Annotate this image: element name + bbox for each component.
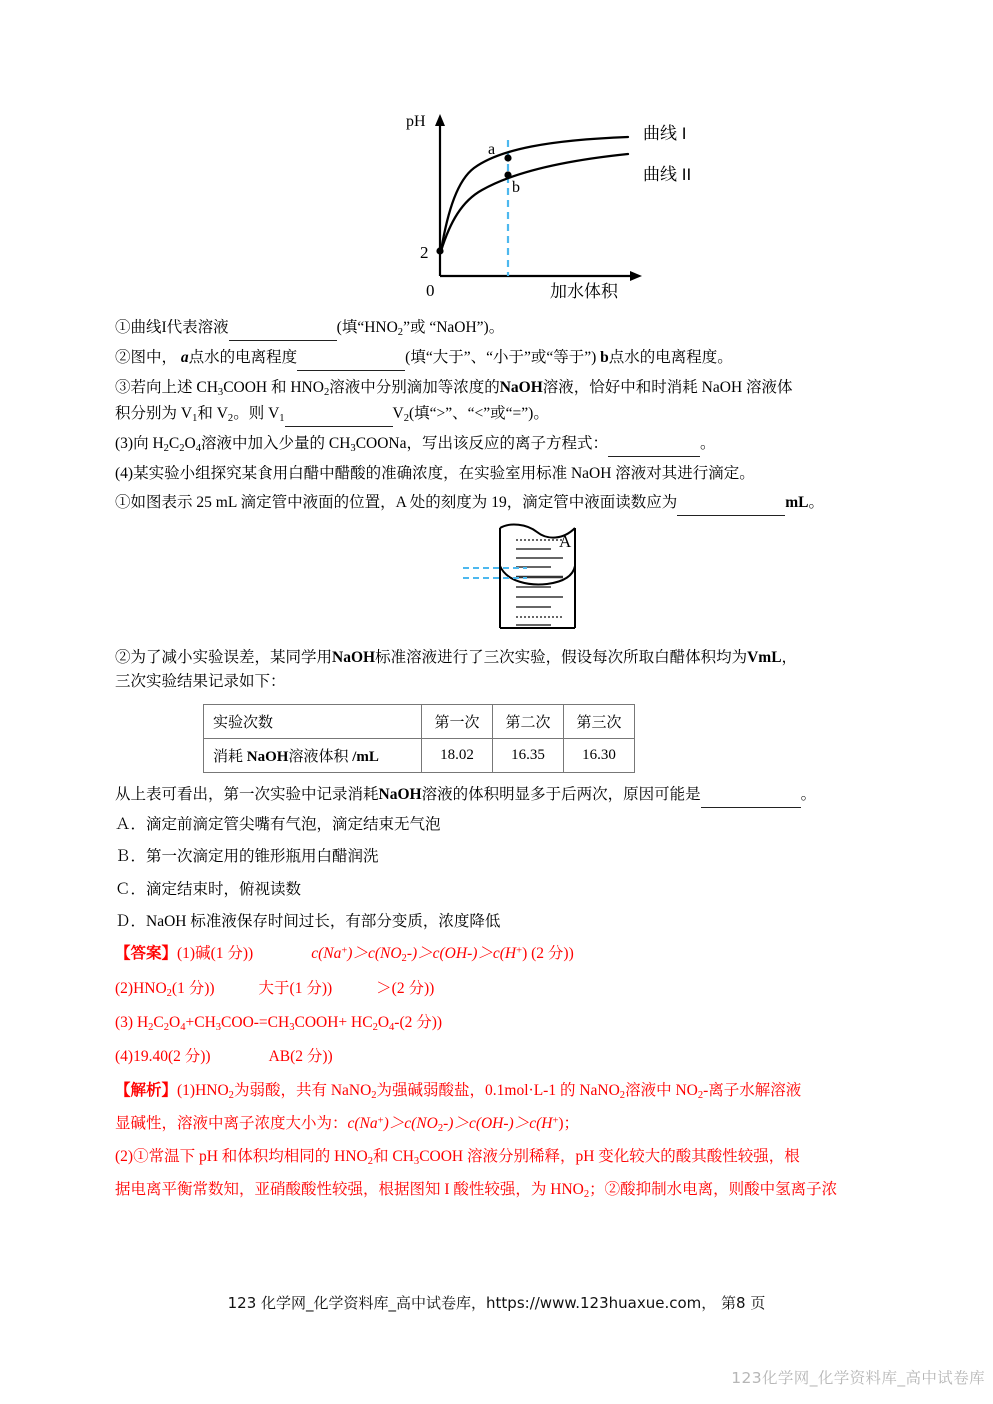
ph-curve-chart <box>400 104 760 309</box>
analysis-3c: COOH 溶液分别稀释，pH 变化较大的酸其酸性较强，根 <box>419 1148 800 1166</box>
after-table-lead <box>115 783 905 808</box>
answer-line-3: (3) $H_2C_2O_4+CH_3COO-=CH_3COOH+ HC_2O_4-(2$ 分)) <box>115 1013 443 1033</box>
analysis-1a: (1)HNO <box>177 1082 229 1100</box>
q3-text-b: COOH 和 HNO <box>223 379 324 397</box>
lead-text-a: 从上表可看出，第一次实验中记录消耗 <box>115 786 379 804</box>
answer-1a: (1)碱(1 分)) <box>177 945 254 963</box>
q3-text-line2e: (填“>”、“<”或“=”)。 <box>409 404 549 422</box>
answer-tag: 【答案】 <box>115 945 178 963</box>
table-row-label-naoh-volume <box>204 739 422 773</box>
answer-line-4 <box>115 1045 905 1069</box>
ph-dilution-figure <box>115 104 905 316</box>
question-2 <box>115 346 905 371</box>
q6-reading: 19 <box>491 494 507 512</box>
table-row-values <box>204 739 635 773</box>
answer-line-1: 【答案】(1)碱(1 分)) $c(Na^+)>c(NO_2-)>c(OH-)>c(H^+)$ (2 分)) <box>115 945 574 965</box>
q4-text-pre: (3)向 H <box>115 434 164 452</box>
q7-text-e: ， <box>781 649 798 667</box>
experiment-table-wrap <box>203 704 905 773</box>
answer-line-2: $(2)HNO_2(1$ 分)) 大于(1 分)) ＞(2 分)) <box>115 979 435 999</box>
answer-3e: COO-=CH <box>221 1013 290 1031</box>
q3-text-e: 溶液，恰好中和时消耗 NaOH 溶液体 <box>542 379 793 397</box>
lead-answer-blank[interactable] <box>701 783 801 808</box>
q3-text-line2a: 积分别为 V <box>115 404 193 422</box>
answer-3c: O <box>169 1013 181 1031</box>
table-row-header <box>204 705 635 739</box>
q2-answer-blank[interactable] <box>297 346 405 371</box>
table-header-trial-3: 第三次 <box>564 705 635 739</box>
answer-1c: )＞c(NO <box>347 945 402 963</box>
analysis-1b: 为弱酸，共有 NaNO <box>233 1082 372 1100</box>
q1-text-pre: ①曲线I代表溶液 <box>115 319 229 336</box>
curve-1-path <box>441 137 628 251</box>
option-a[interactable]: Ａ．滴定前滴定管尖嘴有气泡，滴定结束无气泡 <box>115 816 441 834</box>
q2-text-f: 点水的电离程度。 <box>608 349 733 367</box>
q6-text-pre: ①如图表示 <box>115 494 193 512</box>
q2-point-a-label: a <box>180 349 189 367</box>
burette-point-label: A <box>559 532 572 552</box>
option-d[interactable]: Ｄ．NaOH 标准液保存时间过长，有部分变质，浓度降低 <box>115 912 501 930</box>
q2-point-b-label: b <box>600 349 609 367</box>
table-cell-trial-3: 16.30 <box>564 739 635 773</box>
answer-3f: COOH+ HC <box>294 1013 373 1031</box>
row-label-naoh: NaOH <box>246 749 289 766</box>
page-footer: 123 化学网_化学资料库_高中试卷库，https://www.123huaxue.com， 第8 页 <box>227 1294 766 1312</box>
q4-text-post: 溶液中加入少量的 CH <box>201 434 351 452</box>
q4-answer-blank[interactable] <box>608 432 700 457</box>
analysis-3b: 和 CH <box>373 1148 414 1166</box>
y-tick-2: 2 <box>420 243 429 262</box>
point-b-label: b <box>512 179 520 196</box>
watermark: 123化学网_化学资料库_高中试卷库 <box>731 1369 985 1387</box>
q2-text-d: (填“大于”、“小于”或“等于”) <box>405 349 597 367</box>
q2-text-c: 点水的电离程度 <box>188 349 298 367</box>
option-c[interactable]: Ｃ．滴定结束时，俯视读数 <box>115 880 302 898</box>
table-header-trial-1: 第一次 <box>422 705 493 739</box>
answer-3h: -(2 分)) <box>394 1013 443 1031</box>
analysis-tag: 【解析】 <box>115 1082 178 1100</box>
curve-2-path <box>441 154 628 251</box>
answer-1d: -)＞c(OH-)＞c(H <box>406 945 517 963</box>
curve-1-label: 曲线 I <box>643 124 687 143</box>
table-header-trial-2: 第二次 <box>493 705 564 739</box>
answer-1e: ) (2 分)) <box>522 945 574 963</box>
analysis-1c: 为强碱弱酸盐，0.1mol·L-1 的 NaNO <box>376 1082 620 1100</box>
row-label-unit: /mL <box>352 749 379 766</box>
answer-2b: (1 分)) <box>171 979 215 997</box>
question-4-sub1 <box>115 491 905 516</box>
question-4 <box>115 462 905 486</box>
q4-text-end: 。 <box>700 434 716 452</box>
burette-diagram <box>455 522 655 630</box>
q6-answer-blank[interactable] <box>677 491 785 516</box>
q7-text-line2: 三次实验结果记录如下： <box>115 673 286 691</box>
q3-text-line2b: 和 V <box>197 404 228 422</box>
point-a-label: a <box>488 141 496 158</box>
q7-volume-bold: VmL <box>747 649 782 667</box>
answer-3b: C <box>153 1013 164 1031</box>
analysis-line-1: 【解析】$(1)HNO_2$为弱酸，共有 NaNO$_2$为强碱弱酸盐，0.1mol·L-1 的 NaNO$_2$溶液中 $NO_2-$离子水解溶液 <box>115 1082 802 1102</box>
analysis-1d: 溶液中 NO <box>625 1082 698 1100</box>
q1-answer-blank[interactable] <box>229 316 337 341</box>
x-axis-label: 加水体积 <box>550 282 618 301</box>
option-b[interactable]: Ｂ．第一次滴定用的锥形瓶用白醋润洗 <box>115 848 379 866</box>
table-cell-trial-2: 16.35 <box>493 739 564 773</box>
row-label-pre: 消耗 <box>213 749 244 766</box>
answer-3g: O <box>377 1013 390 1031</box>
table-header-experiment-count: 实验次数 <box>204 705 422 739</box>
answer-2d: ＞(2 分)) <box>376 979 435 997</box>
question-4-sub2 <box>115 646 905 694</box>
q1-text-post: (填“$HNO_2$”或 “NaOH”)。 <box>336 319 505 338</box>
analysis-1e: -离子水解溶液 <box>703 1082 802 1100</box>
q3-text-line2d: V <box>392 404 404 422</box>
lead-text-c: 溶液的体积明显多于后两次，原因可能是 <box>421 786 701 804</box>
point-a <box>504 154 511 161</box>
analysis-4b: ；②酸抑制水电离，则酸中氢离子浓 <box>589 1181 838 1199</box>
y-axis-label: pH <box>406 113 426 130</box>
point-origin-ph2 <box>436 247 443 254</box>
burette-figure <box>115 522 905 634</box>
row-label-mid: 溶液体积 <box>288 749 349 766</box>
origin-label: 0 <box>426 281 435 300</box>
answer-4b: AB(2 分)) <box>268 1048 333 1066</box>
analysis-2a: 显碱性，溶液中离子浓度大小为： <box>115 1115 348 1133</box>
meniscus-curve <box>500 566 575 584</box>
q6-text-post: ，滴定管中液面读数应为 <box>506 494 678 512</box>
lead-text-d: 。 <box>800 786 817 804</box>
analysis-2b: c(Na <box>347 1115 378 1133</box>
analysis-line-4: 据电离平衡常数知，亚硝酸酸性较强，根据图知 I 酸性较强，为 $HNO_2$；②酸抑制水电离，则酸中氢离子浓 <box>115 1181 838 1201</box>
analysis-line-3: (2)①常温下 pH 和体积均相同的 $HNO_2$和 $CH_3COOH$ 溶液分别稀释，pH 变化较大的酸其酸性较强，根 <box>115 1148 800 1168</box>
analysis-4a: 据电离平衡常数知，亚硝酸酸性较强，根据图知 I 酸性较强，为 HNO <box>115 1181 584 1199</box>
point-b <box>504 171 511 178</box>
experiment-results-table <box>203 704 635 773</box>
question-1 <box>115 316 905 341</box>
table-cell-trial-1: 18.02 <box>422 739 493 773</box>
q3-text-a: ③若向上述 CH <box>115 379 218 397</box>
q2-text-a: ②图中， <box>115 349 178 367</box>
q7-text-c: 标准溶液进行了三次实验，假设每次所取白醋体积均为 <box>375 649 748 667</box>
analysis-line-2: 显碱性，溶液中离子浓度大小为：$c(Na^+)>c(NO_2-)>c(OH-)>c(H^+)$； <box>115 1115 580 1135</box>
page-content <box>115 0 905 1210</box>
curve-2-label: 曲线 II <box>643 165 692 184</box>
q5-text: (4)某实验小组探究某食用白醋中醋酸的准确浓度，在实验室用标准 NaOH 溶液对其进行滴定。 <box>115 465 755 483</box>
q7-text-a: ②为了减小实验误差，某同学用 <box>115 649 333 667</box>
lead-naoh-bold: NaOH <box>378 786 422 804</box>
q6-text-end: 。 <box>808 494 824 512</box>
question-3: ③若向上述 $CH_3COOH$ 和 $HNO_2$溶液中分别滴加等浓度的NaOH溶液，恰好中和时消耗 NaOH 溶液体 积分别为 $V_1$和 $V_2$。则 $V_1$ $V_2$(填“>”、“<”或“=”)。 <box>115 376 905 427</box>
q6-text-mid: 滴定管中液面的位置，A 处的刻度为 <box>240 494 488 512</box>
q4-text-mid: C <box>168 434 180 452</box>
q6-volume: 25 mL <box>196 494 237 512</box>
q6-unit: mL <box>785 494 809 512</box>
q4-text-mid2: O <box>184 434 196 452</box>
answer-4a: (4)19.40(2 分)) <box>115 1048 211 1066</box>
analysis-2d: -)＞c(OH-)＞c(H <box>443 1115 553 1133</box>
question-3-ion-equation: (3)向 $H_2C_2O_4$溶液中加入少量的 $CH_3COONa$，写出该反应的离子方程式： 。 <box>115 432 905 457</box>
q7-naoh-bold: NaOH <box>332 649 376 667</box>
answer-2a: (2)HNO <box>115 979 167 997</box>
answer-3a: (3) H <box>115 1013 149 1031</box>
analysis-3a: (2)①常温下 pH 和体积均相同的 HNO <box>115 1148 368 1166</box>
q4-text-post2: COONa，写出该反应的离子方程式： <box>355 434 608 452</box>
q3-text-c: 溶液中分别滴加等浓度的 <box>329 379 500 397</box>
answer-1b: c(Na <box>311 945 342 963</box>
q3-text-line2c: 。则 V <box>233 404 280 422</box>
answer-2c: 大于(1 分)) <box>258 979 333 997</box>
analysis-2e: )； <box>558 1115 580 1133</box>
analysis-2c: )＞c(NO <box>383 1115 438 1133</box>
q3-answer-blank[interactable] <box>285 402 393 427</box>
q3-naoh-bold: NaOH <box>499 379 543 397</box>
answer-3d: +CH <box>185 1013 216 1031</box>
